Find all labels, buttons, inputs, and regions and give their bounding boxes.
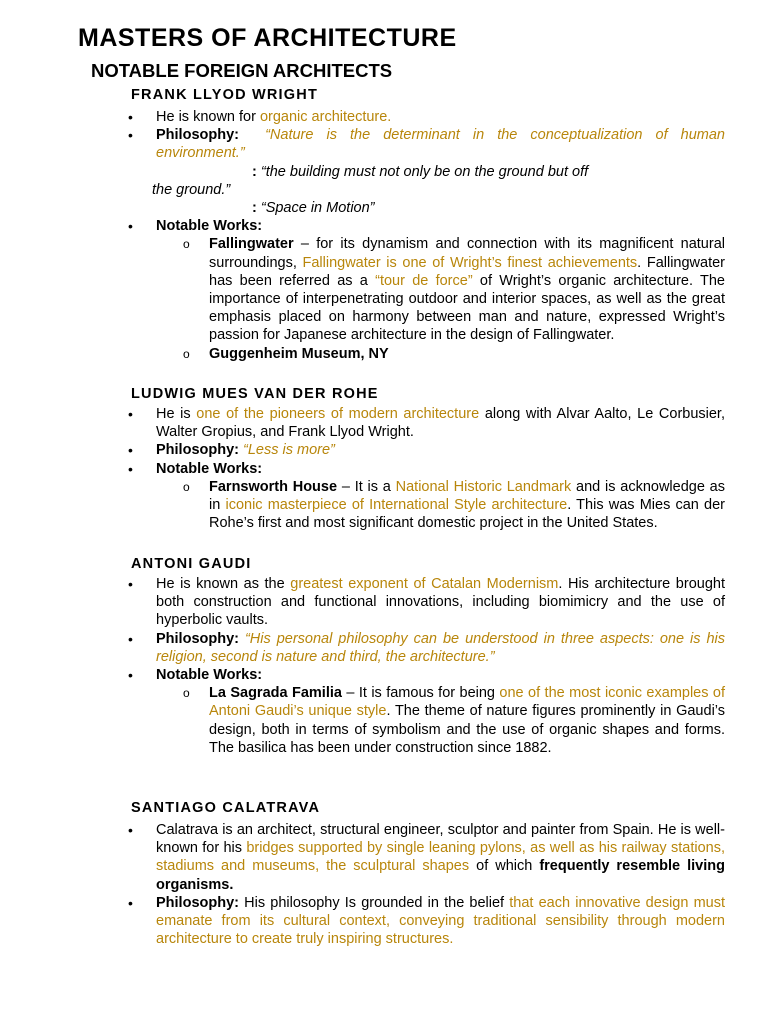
- page-title: MASTERS OF ARCHITECTURE: [78, 24, 457, 52]
- bullet-icon: •: [128, 822, 133, 838]
- sub-list-item: o La Sagrada Familia – It is famous for being one of the most iconic examples of Antoni Gaudi’s unique style. The theme of nature figures prominently in Gaudi’s design, both in terms of symbolism and the use of organic shapes and forms. The basilica has been under construction since 1882.: [183, 685, 726, 756]
- section-calatrava: [0, 821, 768, 948]
- bullet-icon: •: [128, 630, 133, 647]
- bullet-icon: •: [128, 109, 133, 125]
- sub-list-item: o Fallingwater – for its dynamism and connection with its magnificent natural surroundings, Fallingwater is one of Wright’s finest achievements. Fallingwater has been referred as a “tour de force” of Wright’s organic architecture. The importance of interpenetrating outdoor and interior spaces, as well as the great emphasis placed on harmony between man and nature, expressed Wright’s passion for Japanese architecture in the design of Fallingwater.: [183, 236, 726, 344]
- circle-bullet-icon: o: [183, 237, 190, 252]
- sub-list-item: o Guggenheim Museum, NY: [183, 345, 389, 362]
- list-item: • Notable Works:: [128, 460, 263, 477]
- list-item: • He is known for organic architecture.: [128, 109, 392, 125]
- bullet-icon: •: [128, 667, 133, 684]
- list-item: • He is known as the greatest exponent of Catalan Modernism. His architecture brought both construction and functional innovations, including biomimicry and the use of hyperbolic vaults.: [128, 576, 725, 629]
- bullet-icon: •: [128, 460, 133, 477]
- list-item: • Notable Works:: [128, 218, 263, 235]
- section-heading-wright: FRANK LLYOD WRIGHT: [131, 87, 318, 103]
- sub-list-item: o Farnsworth House – It is a National Historic Landmark and is acknowledge as in iconic masterpiece of International Style architecture. This was Mies can der Rohe’s first and most significant domestic project in the United States.: [183, 478, 725, 532]
- bullet-icon: •: [128, 406, 133, 422]
- section-gaudi: [0, 575, 768, 757]
- section-mies: [0, 405, 768, 532]
- bullet-icon: •: [128, 127, 133, 144]
- section-heading-calatrava: SANTIAGO CALATRAVA: [131, 800, 321, 816]
- bullet-icon: •: [128, 894, 133, 911]
- list-item: • Philosophy: “Nature is the determinant in the conceptualization of human environment.”: [128, 127, 725, 162]
- circle-bullet-icon: o: [183, 346, 190, 361]
- list-item: • Philosophy: His philosophy Is grounded in the belief that each innovative design must emanate from its cultural context, conveying traditional sensibility through modern architecture to create truly inspiring structures.: [128, 894, 726, 948]
- circle-bullet-icon: o: [183, 686, 190, 701]
- philosophy-continuation: : “the building must not only be on the ground but off: [252, 163, 589, 180]
- philosophy-continuation: the ground.”: [152, 181, 231, 198]
- bullet-icon: •: [128, 442, 133, 459]
- page-subtitle: NOTABLE FOREIGN ARCHITECTS: [91, 60, 393, 81]
- list-item: • Philosophy: “Less is more”: [128, 442, 335, 459]
- bullet-icon: •: [128, 576, 133, 592]
- philosophy-continuation: : “Space in Motion”: [252, 200, 375, 217]
- list-item: • He is one of the pioneers of modern architecture along with Alvar Aalto, Le Corbusier, Walter Gropius, and Frank Llyod Wright.: [128, 406, 725, 441]
- list-item: • Philosophy: “His personal philosophy can be understood in three aspects: one is his religion, second is nature and third, the architecture.”: [128, 630, 726, 665]
- section-wright: [0, 108, 768, 363]
- section-heading-gaudi: ANTONI GAUDI: [131, 556, 252, 572]
- list-item: • Calatrava is an architect, structural engineer, sculptor and painter from Spain. He is well-known for his bridges supported by single leaning pylons, as well as his railway stations, stadiums and museums, the sculptural shapes of which frequently resemble living organisms.: [128, 822, 725, 893]
- bullet-icon: •: [128, 218, 133, 235]
- list-item: • Notable Works:: [128, 667, 263, 684]
- section-heading-mies: LUDWIG MUES VAN DER ROHE: [131, 386, 379, 402]
- circle-bullet-icon: o: [183, 479, 190, 494]
